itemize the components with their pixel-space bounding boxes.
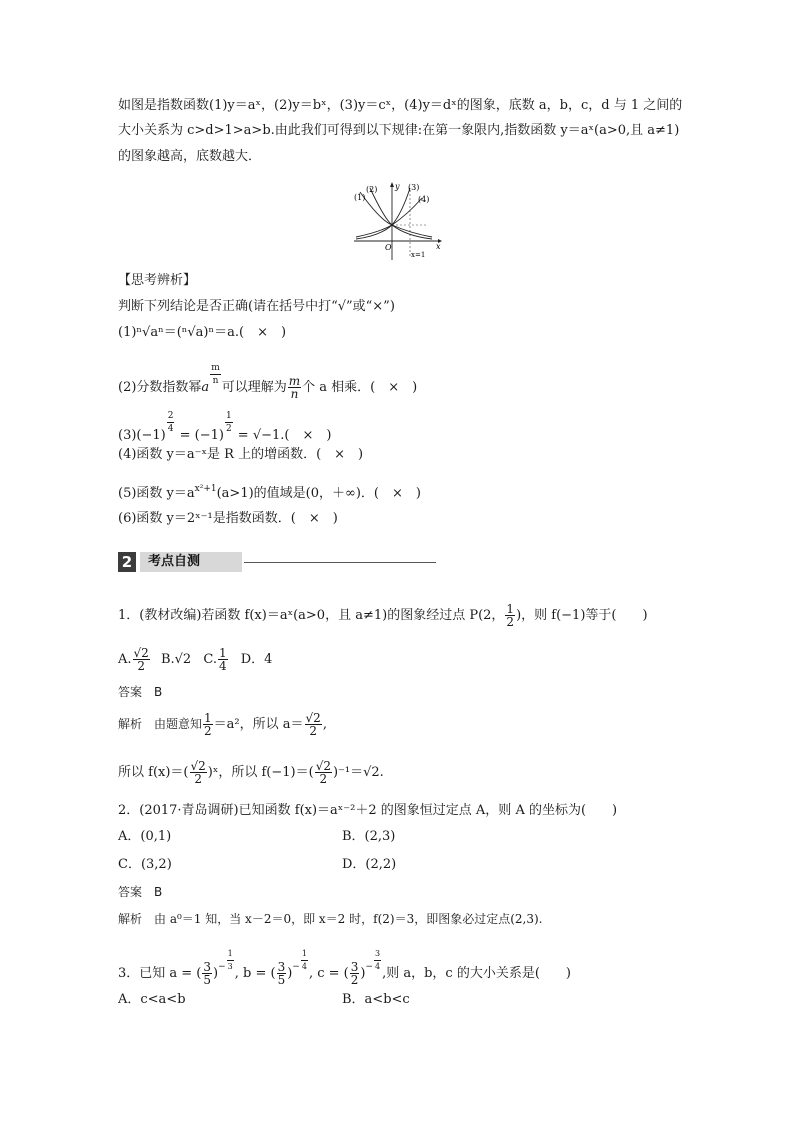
q1-opt-d: D．4 [240,652,273,667]
q1-analysis-frac-b [315,760,332,785]
exp-2b: 2 [225,424,232,434]
curve-4 [356,198,422,237]
q2-opt-a: A．(0,1) [118,829,172,844]
origin-label: O [385,243,392,252]
q2-opt-c: C．(3,2) [118,857,172,872]
q1-analysis-2a: 所以 f(x)＝( [118,765,189,780]
q1-options [118,647,272,672]
q3-exp-a-d: 3 [227,962,233,971]
q3-stem-7: ,则 a，b，c 的大小关系是( ) [382,966,571,981]
q3-exp-a-n: 1 [227,948,234,961]
q3-stem [118,948,571,986]
q1-answer-label: 答案 [118,685,143,699]
section-rule [244,562,436,563]
think-instruction: 判断下列结论是否正确(请在括号中打“√”或“×”) [118,299,395,314]
think-item-3-part-b: = (−1) [175,428,224,443]
q3-opt-a: A．c<a<b [118,992,186,1007]
q3-stem-4: ) [287,966,293,981]
exponential-graph-figure [350,180,445,262]
q3-frac-c-d: 2 [350,973,359,987]
q2-analysis-text: 由 a⁰＝1 知，当 x－2＝0，即 x＝2 时，f(2)＝3，即图象必过定点(2,3). [154,912,543,926]
q2-answer-label: 答案 [118,885,143,899]
q1-opt-a-n: √2 [133,646,149,660]
q1-answer-value: B [154,685,163,699]
q1-analysis-line-1 [118,712,327,737]
q3-minus-c: − [365,962,373,972]
x-axis-label: x [436,242,441,251]
q1-analysis-half [203,712,213,737]
think-item-2-part-a: (2)分数指数幂 [118,380,202,395]
label-3: (3) [408,183,420,192]
think-item-1: (1)ⁿ√aⁿ＝(ⁿ√a)ⁿ＝a.( × ) [118,325,287,340]
q1-analysis-half-d: 2 [204,724,212,738]
q1-analysis-root2-over-2 [305,712,322,737]
q3-stem-6: ) [360,966,366,981]
q1-opt-a [118,646,151,673]
exp-1: 1 [225,411,232,421]
q1-analysis-label: 解析 [118,717,143,731]
q2-answer-value: B [154,885,163,899]
q3-exp-a [227,948,234,973]
think-item-4: (4)函数 y＝a⁻ˣ是 R 上的增函数．( × ) [118,447,364,462]
exp-2-over-4 [167,410,175,435]
exp-x2-plus-1: x²+1 [194,484,217,494]
q1-half-d: 2 [506,615,515,629]
think-heading: 【思考辨析】 [118,273,197,288]
q1-analysis-frac-a-n: √2 [190,759,206,773]
q1-analysis-root2: √2 [305,711,321,725]
q2-opt-d: D．(2,2) [342,857,397,872]
q1-analysis-2: 2 [309,724,317,738]
q1-opt-c [203,646,228,673]
q1-opt-a-label: A. [118,652,132,667]
section-header [118,552,436,574]
q2-analysis [118,909,542,930]
exp-1-over-2 [225,410,233,435]
section-number: 2 [118,552,136,572]
think-item-3-part-c: = √−1.( × ) [233,428,332,443]
exp-m: m [211,363,220,373]
q1-stem-a: 1．(教材改编)若函数 f(x)＝aˣ(a>0，且 a≠1)的图象经过点 P(2， [118,608,505,623]
q3-exp-c-n: 3 [374,948,381,961]
q1-analysis-frac-a [190,760,207,785]
q2-opt-b: B．(2,3) [342,829,396,844]
q1-opt-a-d: 2 [137,659,145,673]
q3-minus-b: − [292,962,300,972]
label-4: (4) [418,195,430,204]
q3-exp-b-n: 1 [301,948,308,961]
q1-opt-a-frac [133,647,150,672]
q1-answer [118,682,162,702]
q3-stem-1: 3．已知 a = ( [118,966,202,981]
q1-stem-b: )，则 f(−1)等于( ) [516,608,648,623]
q1-analysis-half-n: 1 [204,711,212,725]
q3-exp-c-d: 4 [374,962,381,971]
q3-opt-b: B．a<b<c [342,992,410,1007]
q3-frac-c [350,961,360,986]
think-item-5-part-a: (5)函数 y＝a [118,486,195,501]
q3-frac-a [202,961,212,986]
q1-half-n: 1 [506,602,515,616]
intro-line-3: 的图象越高，底数越大． [118,149,262,164]
section-title: 考点自测 [148,554,201,569]
q3-frac-b-n: 3 [277,960,286,974]
think-item-3-part-a: (3)(−1) [118,428,166,443]
exp-m-over-n [210,362,221,387]
frac-n: n [290,387,299,401]
q3-minus-a: − [218,962,226,972]
exp-2: 2 [167,411,174,421]
think-item-2-part-b: 可以理解为 [221,380,287,395]
y-axis-label: y [395,182,400,191]
q1-analysis-frac-b-n: √2 [315,759,331,773]
q1-opt-c-frac [218,647,228,672]
q3-frac-a-d: 5 [203,973,212,987]
q3-frac-a-n: 3 [203,960,212,974]
q1-opt-c-n: 1 [218,646,227,660]
q1-analysis-1b: ＝a²，所以 a＝ [213,717,304,732]
base-a: a [201,380,210,395]
think-item-5 [118,479,421,504]
intro-line-2: 大小关系为 c>d>1>a>b.由此我们可得到以下规律:在第一象限内,指数函数 y＝aˣ(a>0,且 a≠1) [118,123,680,138]
q2-stem: 2．(2017·青岛调研)已知函数 f(x)＝aˣ⁻²＋2 的图象恒过定点 A，则 A 的坐标为( ) [118,803,618,818]
q3-stem-5: , c = ( [308,966,349,981]
q1-opt-b: B.√2 [160,652,192,667]
think-item-5-part-b: (a>1)的值域是(0，＋∞)．( × ) [216,486,421,501]
q3-exp-c [374,948,381,973]
frac-m: m [288,374,301,388]
think-item-2-part-c: 个 a 相乘．( × ) [302,380,418,395]
label-2: (2) [366,185,378,194]
frac-m-over-n [288,375,301,400]
q1-opt-c-label: C. [203,652,217,667]
q1-stem [118,603,648,628]
think-item-3 [118,410,331,446]
exp-4: 4 [167,424,174,434]
label-1: (1) [354,193,366,202]
think-item-6: (6)函数 y＝2ˣ⁻¹是指数函数．( × ) [118,511,338,526]
q3-frac-c-n: 3 [350,960,359,974]
q1-analysis-frac-a-d: 2 [194,772,202,786]
q1-half [505,603,515,628]
q2-answer [118,882,162,902]
q1-opt-c-d: 4 [218,659,227,673]
y-axis-arrow [390,182,394,187]
q3-stem-2: ) [213,966,219,981]
q1-analysis-line-2 [118,760,384,785]
q3-exp-b-d: 4 [301,962,307,971]
q3-frac-b-d: 5 [277,973,286,987]
q3-exp-b [301,948,308,973]
q3-frac-b [277,961,287,986]
q1-analysis-1a: 由题意知 [154,717,203,731]
q1-analysis-2c: )⁻¹＝√2. [332,765,384,780]
q2-analysis-label: 解析 [118,912,143,926]
q1-analysis-1c: , [322,717,327,732]
exp-n: n [212,376,219,386]
intro-line-1: 如图是指数函数(1)y＝aˣ，(2)y＝bˣ，(3)y＝cˣ，(4)y＝dˣ的图象，底数 a，b，c，d 与 1 之间的 [118,98,683,113]
q1-analysis-frac-b-d: 2 [319,772,328,786]
q1-analysis-2b: )ˣ，所以 f(−1)＝( [207,765,314,780]
q3-stem-3: , b = ( [234,966,276,981]
x-equals-1-label: x=1 [411,251,426,259]
think-item-2 [118,362,417,400]
